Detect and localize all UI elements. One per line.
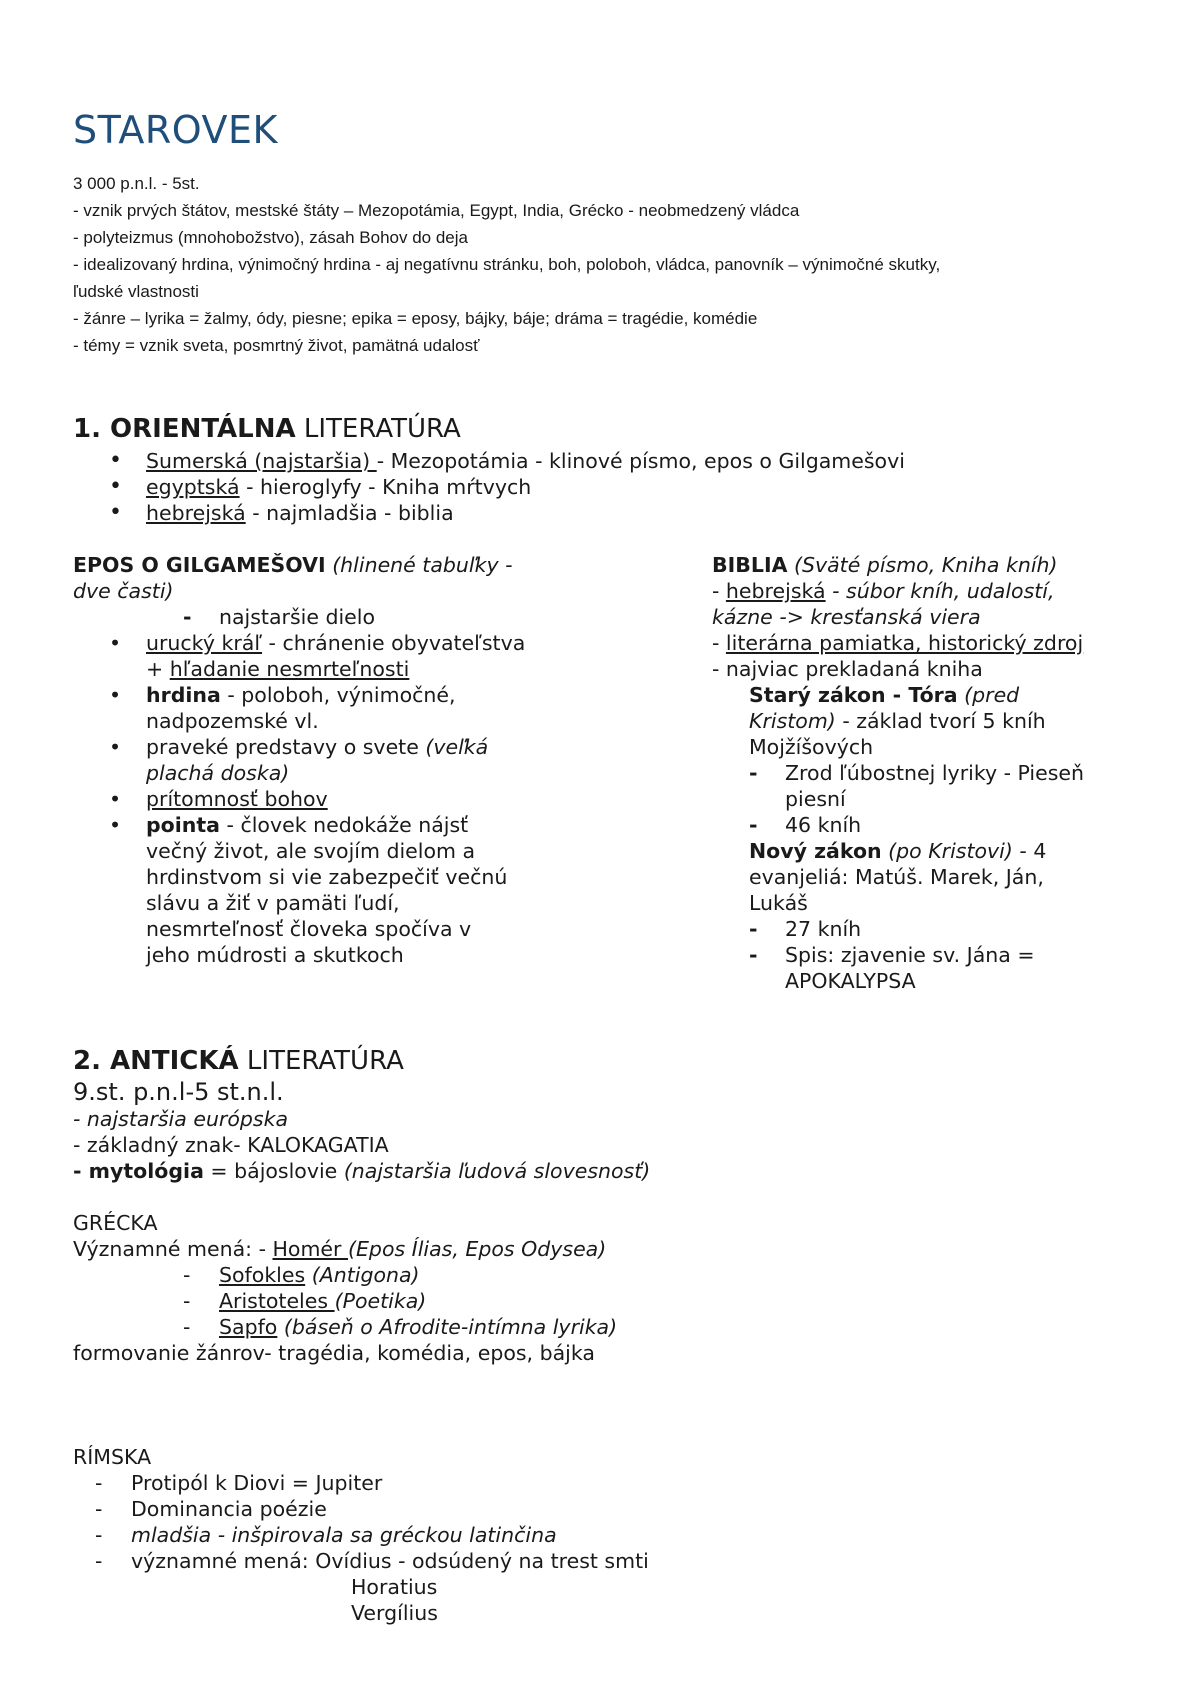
list-item: • Sumerská (najstaršia) - Mezopotámia - klinové písmo, epos o Gilgamešovi xyxy=(73,448,1133,474)
oriental-list xyxy=(73,448,1133,526)
list-item: • prítomnosť bohov xyxy=(73,786,573,812)
list-item: - Spis: zjavenie sv. Jána = APOKALYPSA xyxy=(712,942,1152,994)
epos-column xyxy=(73,552,573,968)
grecka-heading: GRÉCKA xyxy=(73,1211,158,1235)
grecka-names: Významné mená: - Homér (Epos Ílias, Epos Odysea) xyxy=(73,1237,607,1261)
section-heading-antic: 2. ANTICKÁ LITERATÚRA xyxy=(73,1046,404,1076)
list-item: - 27 kníh xyxy=(712,916,1152,942)
antic-line: - mytológia = bájoslovie (najstaršia ľudová slovesnosť) xyxy=(73,1159,651,1183)
biblia-heading: BIBLIA (Sväté písmo, Kniha kníh) xyxy=(712,553,1058,577)
page-title: STAROVEK xyxy=(73,108,278,152)
intro-line: - vznik prvých štátov, mestské štáty – Mezopotámia, Egypt, India, Grécko - neobmedzený vládca xyxy=(73,201,800,220)
biblia-line: - najviac prekladaná kniha xyxy=(712,657,983,681)
section-heading-oriental: 1. ORIENTÁLNA LITERATÚRA xyxy=(73,414,461,444)
list-item: - Protipól k Diovi = Jupiter xyxy=(73,1470,1133,1496)
stary-zakon: Starý zákon - Tóra (pred Kristom) - základ tvorí 5 kníh Mojžíšových xyxy=(749,683,1046,759)
list-item: - mladšia - inšpirovala sa gréckou latinčina xyxy=(73,1522,1133,1548)
list-item: • praveké predstavy o svete (veľká plachá doska) xyxy=(73,734,573,786)
biblia-line: - hebrejská - súbor kníh, udalostí, xyxy=(712,579,1055,603)
intro-line: - idealizovaný hrdina, výnimočný hrdina - aj negatívnu stránku, boh, poloboh, vládca, panovník – výnimočné skutky, xyxy=(73,255,941,274)
biblia-line: - literárna pamiatka, historický zdroj xyxy=(712,631,1084,655)
intro-line: - témy = vznik sveta, posmrtný život, pamätná udalosť xyxy=(73,336,480,355)
list-item: • hrdina - poloboh, výnimočné, nadpozemské vl. xyxy=(73,682,573,734)
antic-line: - najstaršia európska xyxy=(73,1107,289,1131)
list-item: Vergílius xyxy=(351,1601,438,1625)
intro-block xyxy=(73,170,1133,359)
epos-heading-cont: dve časti) xyxy=(73,579,174,603)
intro-line: 3 000 p.n.l. - 5st. xyxy=(73,174,200,193)
list-item: - Sofokles (Antigona) xyxy=(73,1262,1133,1288)
list-item: • egyptská - hieroglyfy - Kniha mŕtvych xyxy=(73,474,1133,500)
antic-period: 9.st. p.n.l-5 st.n.l. xyxy=(73,1078,284,1106)
list-item: • pointa - človek nedokáže nájsť večný život, ale svojím dielom a hrdinstvom si vie zabezpečiť večnú slávu a žiť v pamäti ľudí, nesmrteľnosť človeka spočíva v jeho múdrosti a skutkoch xyxy=(73,812,573,968)
list-item: - Sapfo (báseň o Afrodite-intímna lyrika) xyxy=(73,1314,1133,1340)
biblia-line: kázne -> kresťanská viera xyxy=(712,605,981,629)
list-item: Horatius xyxy=(351,1575,438,1599)
list-item: • urucký kráľ - chránenie obyvateľstva + hľadanie nesmrteľnosti xyxy=(73,630,573,682)
list-item: - Dominancia poézie xyxy=(73,1496,1133,1522)
novy-zakon: Nový zákon (po Kristovi) - 4 evanjeliá: Matúš. Marek, Ján, Lukáš xyxy=(749,839,1047,915)
formovanie-line: formovanie žánrov- tragédia, komédia, epos, bájka xyxy=(73,1341,595,1365)
list-item: • hebrejská - najmladšia - biblia xyxy=(73,500,1133,526)
list-item: - najstaršie dielo xyxy=(73,604,573,630)
biblia-column xyxy=(712,552,1152,994)
antic-section xyxy=(73,1078,1133,1626)
intro-line: - polyteizmus (mnohobožstvo), zásah Bohov do deja xyxy=(73,228,468,247)
epos-heading: EPOS O GILGAMEŠOVI (hlinené tabuľky - xyxy=(73,553,513,577)
antic-line: - základný znak- KALOKAGATIA xyxy=(73,1133,389,1157)
list-item: - Aristoteles (Poetika) xyxy=(73,1288,1133,1314)
intro-line: ľudské vlastnosti xyxy=(73,282,199,301)
rimska-heading: RÍMSKA xyxy=(73,1445,152,1469)
list-item: - významné mená: Ovídius - odsúdený na trest smti xyxy=(73,1548,1133,1574)
intro-line: - žánre – lyrika = žalmy, ódy, piesne; epika = eposy, bájky, báje; dráma = tragédie, komédie xyxy=(73,309,758,328)
list-item: - Zrod ľúbostnej lyriky - Pieseň piesní xyxy=(712,760,1152,812)
list-item: - 46 kníh xyxy=(712,812,1152,838)
